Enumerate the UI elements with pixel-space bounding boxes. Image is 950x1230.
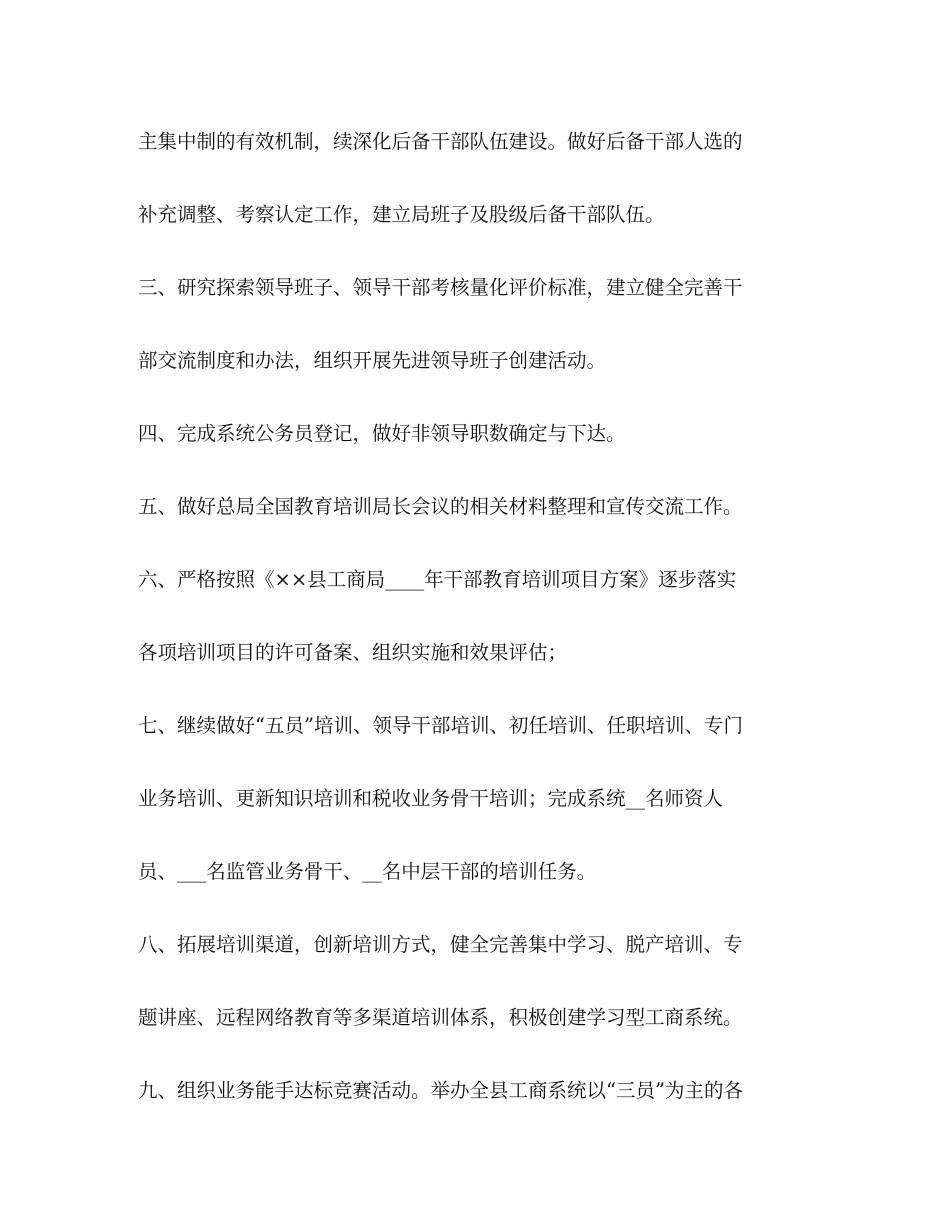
body-text-line: 题讲座、远程网络教育等多渠道培训体系，积极创建学习型工商系统。 xyxy=(138,1006,743,1029)
body-text-line: 各项培训项目的许可备案、组织实施和效果评估； xyxy=(138,641,568,664)
body-text-line: 七、继续做好“五员”培训、领导干部培训、初任培训、任职培训、专门 xyxy=(138,714,743,737)
body-text-line: 八、拓展培训渠道，创新培训方式，健全完善集中学习、脱产培训、专 xyxy=(138,933,743,956)
body-text-line: 六、严格按照《××县工商局____年干部教育培训项目方案》逐步落实 xyxy=(138,568,737,591)
body-text-line: 业务培训、更新知识培训和税收业务骨干培训；完成系统__名师资人 xyxy=(138,787,724,810)
body-text-line: 三、研究探索领导班子、领导干部考核量化评价标准，建立健全完善干 xyxy=(138,276,743,299)
body-text-line: 部交流制度和办法，组织开展先进领导班子创建活动。 xyxy=(138,349,607,372)
body-text-line: 员、___名监管业务骨干、__名中层干部的培训任务。 xyxy=(138,860,597,883)
body-text-line: 九、组织业务能手达标竞赛活动。举办全县工商系统以“三员”为主的各 xyxy=(138,1079,743,1102)
body-text-line: 主集中制的有效机制，续深化后备干部队伍建设。做好后备干部人选的 xyxy=(138,130,743,153)
body-text-line: 五、做好总局全国教育培训局长会议的相关材料整理和宣传交流工作。 xyxy=(138,495,743,518)
body-text-line: 补充调整、考察认定工作，建立局班子及股级后备干部队伍。 xyxy=(138,203,665,226)
body-text-line: 四、完成系统公务员登记，做好非领导职数确定与下达。 xyxy=(138,422,626,445)
